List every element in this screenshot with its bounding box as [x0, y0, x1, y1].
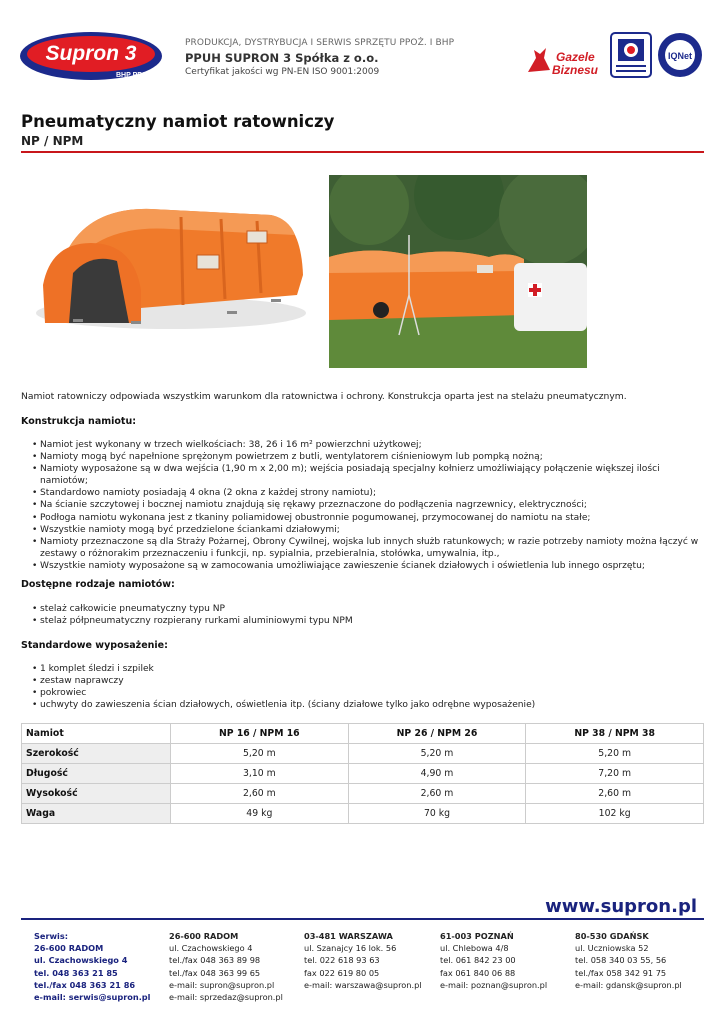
construction-heading: Konstrukcja namiotu:	[21, 416, 137, 427]
table-cell: 2,60 m	[526, 784, 704, 804]
tent-field-photo	[329, 175, 587, 368]
footer-email[interactable]: e-mail: sprzedaz@supron.pl	[169, 992, 283, 1003]
footer-line: tel. 058 340 03 55, 56	[575, 955, 667, 966]
footer-email[interactable]: e-mail: serwis@supron.pl	[34, 992, 151, 1003]
footer-city: 03-481 WARSZAWA	[304, 931, 393, 941]
list-item: • uchwyty do zawieszenia ścian działowych, oświetlenia itp. (ściany działowe tylko jako odrębne wyposażenie)	[21, 699, 704, 711]
list-item: • Namioty przeznaczone są dla Straży Pożarnej, Obrony Cywilnej, wojska lub innych służb ratunkowych; w razie potrzeby namioty można łączyć w zestawy o różnorakim przeznaczeniu i funkcji, np. sypialnia, przebieralnia, stołówka, umywalnia, itp.,	[21, 536, 704, 560]
footer-poznan-column	[440, 930, 547, 991]
footer-line: tel. 022 618 93 63	[304, 955, 380, 966]
row-label: Wysokość	[22, 784, 171, 804]
types-list	[21, 603, 704, 627]
iqnet-certificate-icon	[656, 31, 704, 79]
footer-line: tel./fax 058 342 91 75	[575, 967, 667, 978]
table-row	[22, 784, 704, 804]
svg-text:Biznesu: Biznesu	[552, 63, 599, 76]
title-divider	[21, 151, 704, 153]
list-item: • 1 komplet śledzi i szpilek	[21, 663, 704, 675]
table-header-row	[22, 724, 704, 744]
certification-badge-icon	[610, 32, 652, 78]
list-item: • Na ścianie szczytowej i bocznej namiotu znajdują się rękawy przeznaczone do podłączenia nagrzewnicy, elektryczności;	[21, 499, 704, 511]
footer-city: 26-600 RADOM	[169, 931, 239, 941]
table-row	[22, 744, 704, 764]
footer-gdansk-column	[575, 930, 682, 991]
footer-line: fax 022 619 80 05	[304, 967, 380, 978]
table-header-cell: NP 38 / NPM 38	[526, 724, 704, 744]
footer-line: tel./fax 048 363 21 86	[34, 979, 136, 990]
footer-line: ul. Szanajcy 16 lok. 56	[304, 943, 397, 954]
header-tagline: PRODUKCJA, DYSTRYBUCJA I SERWIS SPRZĘTU PPOŻ. I BHP	[185, 38, 455, 48]
construction-list	[21, 439, 704, 572]
row-label: Szerokość	[22, 744, 171, 764]
list-item: • Namioty mogą być napełnione sprężonym powietrzem z butli, wentylatorem ciśnieniowym lub pompką nożną;	[21, 451, 704, 463]
table-cell: 5,20 m	[348, 744, 526, 764]
footer-city: 61-003 POZNAŃ	[440, 931, 514, 941]
list-item: • stelaż całkowicie pneumatyczny typu NP	[21, 603, 704, 615]
footer-email[interactable]: e-mail: supron@supron.pl	[169, 979, 275, 990]
footer-line: tel./fax 048 363 89 98	[169, 955, 261, 966]
list-item: • pokrowiec	[21, 687, 704, 699]
equipment-list	[21, 663, 704, 711]
intro-paragraph: Namiot ratowniczy odpowiada wszystkim warunkom dla ratownictwa i ochrony. Konstrukcja oparta jest na stelażu pneumatycznym.	[21, 391, 627, 402]
list-item: • Standardowo namioty posiadają 4 okna (2 okna z każdej strony namiotu);	[21, 487, 704, 499]
tent-product-image	[21, 195, 311, 345]
list-item: • Namioty wyposażone są w dwa wejścia (1,90 m x 2,00 m); wejścia posiadają specjalny kołnierz umożliwiający połączenie większej ilości namiotów;	[21, 463, 704, 487]
svg-text:Gazele: Gazele	[556, 50, 595, 64]
table-cell: 2,60 m	[348, 784, 526, 804]
spec-table	[21, 723, 704, 824]
svg-text:IQNet: IQNet	[667, 51, 693, 61]
footer-city: 80-530 GDAŃSK	[575, 931, 649, 941]
table-row	[22, 764, 704, 784]
page-subtitle: NP / NPM	[21, 134, 84, 148]
list-item: • Namiot jest wykonany w trzech wielkościach: 38, 26 i 16 m² powierzchni użytkowej;	[21, 439, 704, 451]
footer-line: tel. 048 363 21 85	[34, 967, 118, 978]
table-cell: 7,20 m	[526, 764, 704, 784]
table-header-cell: Namiot	[22, 724, 171, 744]
footer-line: ul. Czachowskiego 4	[34, 955, 128, 966]
footer-line: ul. Uczniowska 52	[575, 943, 649, 954]
table-cell: 5,20 m	[171, 744, 349, 764]
table-header-cell: NP 26 / NPM 26	[348, 724, 526, 744]
table-cell: 4,90 m	[348, 764, 526, 784]
supron-logo	[18, 30, 164, 82]
footer-line: Serwis:	[34, 931, 69, 941]
footer-line: tel. 061 842 23 00	[440, 955, 516, 966]
row-label: Długość	[22, 764, 171, 784]
types-heading: Dostępne rodzaje namiotów:	[21, 579, 175, 590]
table-cell: 3,10 m	[171, 764, 349, 784]
footer-warszawa-column	[304, 930, 422, 991]
logo-text: Supron 3	[45, 42, 137, 65]
footer-email[interactable]: e-mail: gdansk@supron.pl	[575, 979, 682, 990]
footer-divider	[21, 918, 704, 920]
list-item: • zestaw naprawczy	[21, 675, 704, 687]
footer-service-column	[34, 930, 150, 1003]
table-header-cell: NP 16 / NPM 16	[171, 724, 349, 744]
header-company: PPUH SUPRON 3 Spółka z o.o.	[185, 51, 379, 65]
table-cell: 70 kg	[348, 804, 526, 824]
footer-line: ul. Czachowskiego 4	[169, 943, 253, 954]
table-cell: 5,20 m	[526, 744, 704, 764]
list-item: • stelaż półpneumatyczny rozpierany rurkami aluminiowymi typu NPM	[21, 615, 704, 627]
list-item: • Wszystkie namioty wyposażone są w zamocowania umożliwiające zawieszenie ścianek działowych i oświetlenia lub innego osprzętu;	[21, 560, 704, 572]
footer-line: fax 061 840 06 88	[440, 967, 516, 978]
table-cell: 2,60 m	[171, 784, 349, 804]
website-link[interactable]: www.supron.pl	[545, 896, 697, 917]
table-row	[22, 804, 704, 824]
table-cell: 49 kg	[171, 804, 349, 824]
footer-email[interactable]: e-mail: poznan@supron.pl	[440, 979, 548, 990]
table-cell: 102 kg	[526, 804, 704, 824]
row-label: Waga	[22, 804, 171, 824]
page-title: Pneumatyczny namiot ratowniczy	[21, 112, 335, 131]
equipment-heading: Standardowe wyposażenie:	[21, 640, 168, 651]
footer-line: tel./fax 048 363 99 65	[169, 967, 261, 978]
footer-line: ul. Chlebowa 4/8	[440, 943, 509, 954]
footer-email[interactable]: e-mail: warszawa@supron.pl	[304, 979, 422, 990]
list-item: • Wszystkie namioty mogą być przedzielone ściankami działowymi;	[21, 524, 704, 536]
header-certificate: Certyfikat jakości wg PN-EN ISO 9001:2009	[185, 67, 380, 77]
footer-radom-column	[169, 930, 283, 1003]
footer-line: 26-600 RADOM	[34, 943, 104, 954]
logo-sub: BHP PPOŻ.	[116, 72, 154, 79]
list-item: • Podłoga namiotu wykonana jest z tkaniny poliamidowej obustronnie pogumowanej, przymocowanej do namiotu na stałe;	[21, 512, 704, 524]
gazele-biznesu-logo	[526, 44, 602, 76]
